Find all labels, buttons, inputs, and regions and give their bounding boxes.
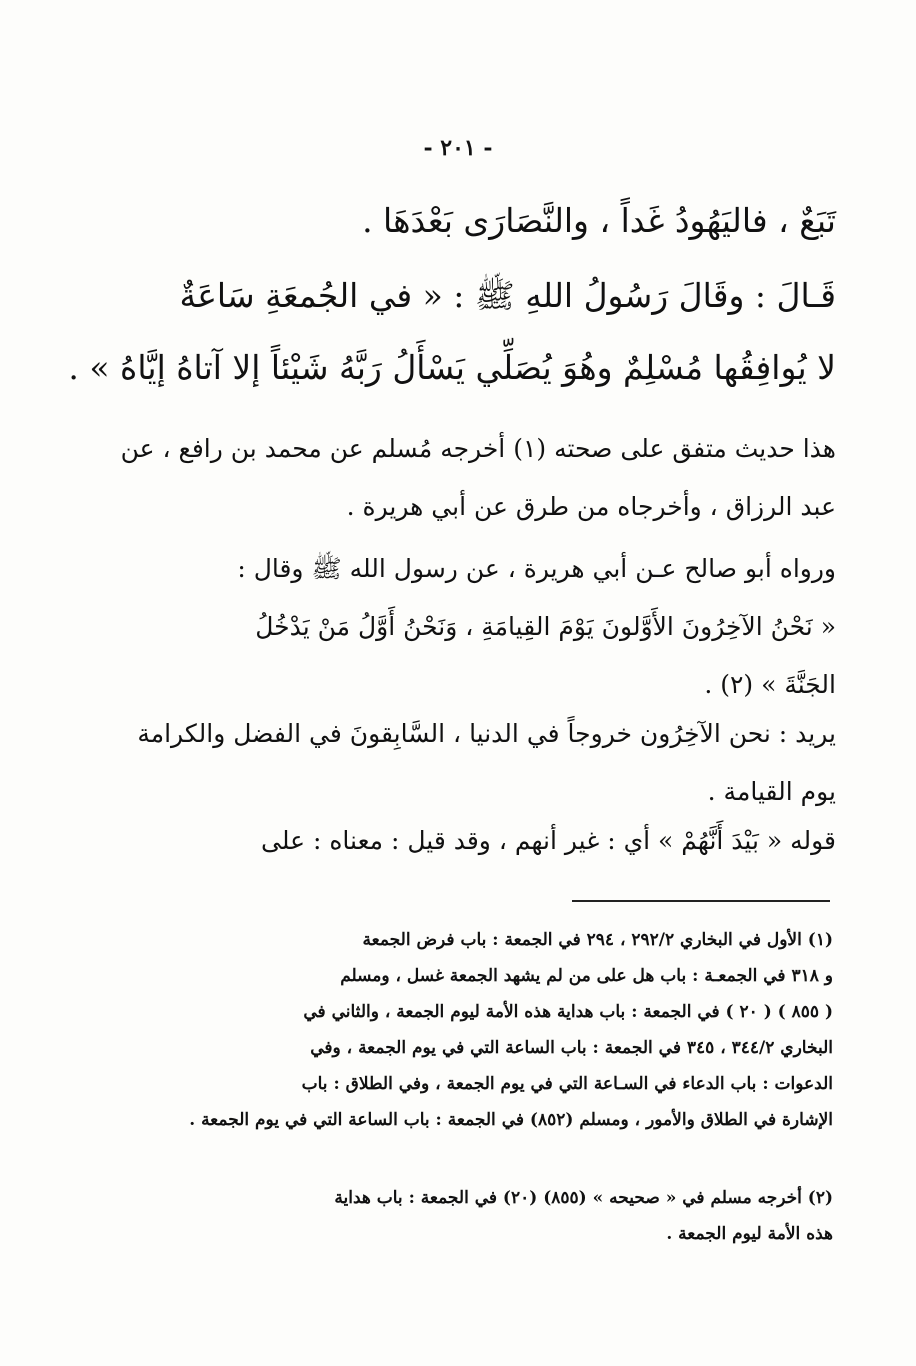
text-line: عبد الرزاق ، وأخرجاه من طرق عن أبي هريرة . (346, 492, 836, 521)
footnote-line: و ٣١٨ في الجمعـة : باب هل على من لم يشهد الجمعة غسل ، ومسلم (340, 966, 833, 986)
text-line: يريد : نحن الآخِرُون خروجاً في الدنيا ، السَّابِقونَ في الفضل والكرامة (137, 719, 836, 748)
paragraph-narration (170, 540, 836, 714)
footnote-1 (165, 922, 833, 1138)
footnote-line: هذه الأمة ليوم الجمعة . (666, 1224, 833, 1244)
text-line: قوله « بَيْدَ أَنَّهُمْ » أي : غير أنهم ، وقد قيل : معناه : على (260, 826, 836, 855)
paragraph-continuation (170, 185, 836, 257)
footnote-line: الإشارة في الطلاق والأمور ، ومسلم (٨٥٢) في الجمعة : باب الساعة التي في يوم الجمعة . (189, 1110, 833, 1130)
footnote-line: (٢) أخرجه مسلم في « صحيحه » (٨٥٥) (٢٠) في الجمعة : باب هداية (334, 1188, 833, 1208)
footnote-line: (١) الأول في البخاري ٢٩٢/٢ ، ٢٩٤ في الجمعة : باب فرض الجمعة (362, 930, 833, 950)
footnote-line: ( ٨٥٥ ) ( ٢٠ ) في الجمعة : باب هداية هذه الأمة ليوم الجمعة ، والثاني في (303, 1002, 833, 1022)
page-number: - ٢٠١ - (423, 135, 493, 161)
paragraph-commentary (170, 812, 836, 870)
paragraph-authentication (120, 420, 836, 536)
paragraph-explanation (137, 705, 836, 821)
paragraph-hadith (68, 260, 836, 404)
text-line: هذا حديث متفق على صحته (١) أخرجه مُسلم عن محمد بن رافع ، عن (120, 434, 836, 463)
text-line: يوم القيامة . (707, 777, 836, 806)
text-line: الجَنَّةَ » (٢) . (704, 670, 836, 699)
footnote-2 (165, 1180, 833, 1252)
text-line: « نَحْنُ الآخِرُونَ الأَوَّلونَ يَوْمَ القِيامَةِ ، وَنَحْنُ أَوَّلُ مَنْ يَدْخُلُ (255, 612, 836, 641)
text-line: تَبَعٌ ، فاليَهُودُ غَداً ، والنَّصَارَى بَعْدَهَا . (362, 201, 836, 240)
footnote-line: الدعوات : باب الدعاء في السـاعة التي في يوم الجمعة ، وفي الطلاق : باب (301, 1074, 833, 1094)
text-line: ورواه أبو صالح عـن أبي هريرة ، عن رسول الله ﷺ وقال : (237, 554, 836, 583)
text-line: قَـالَ : وقَالَ رَسُولُ اللهِ ﷺ : « في الجُمعَةِ سَاعَةٌ (179, 276, 836, 315)
footnote-line: البخاري ٣٤٤/٢ ، ٣٤٥ في الجمعة : باب الساعة التي في يوم الجمعة ، وفي (310, 1038, 833, 1058)
text-line: لا يُوافِقُها مُسْلِمٌ وهُوَ يُصَلِّي يَسْأَلُ رَبَّهُ شَيْئاً إلا آتاهُ إيَّاهُ » . (68, 348, 836, 387)
footnote-divider (572, 900, 830, 902)
